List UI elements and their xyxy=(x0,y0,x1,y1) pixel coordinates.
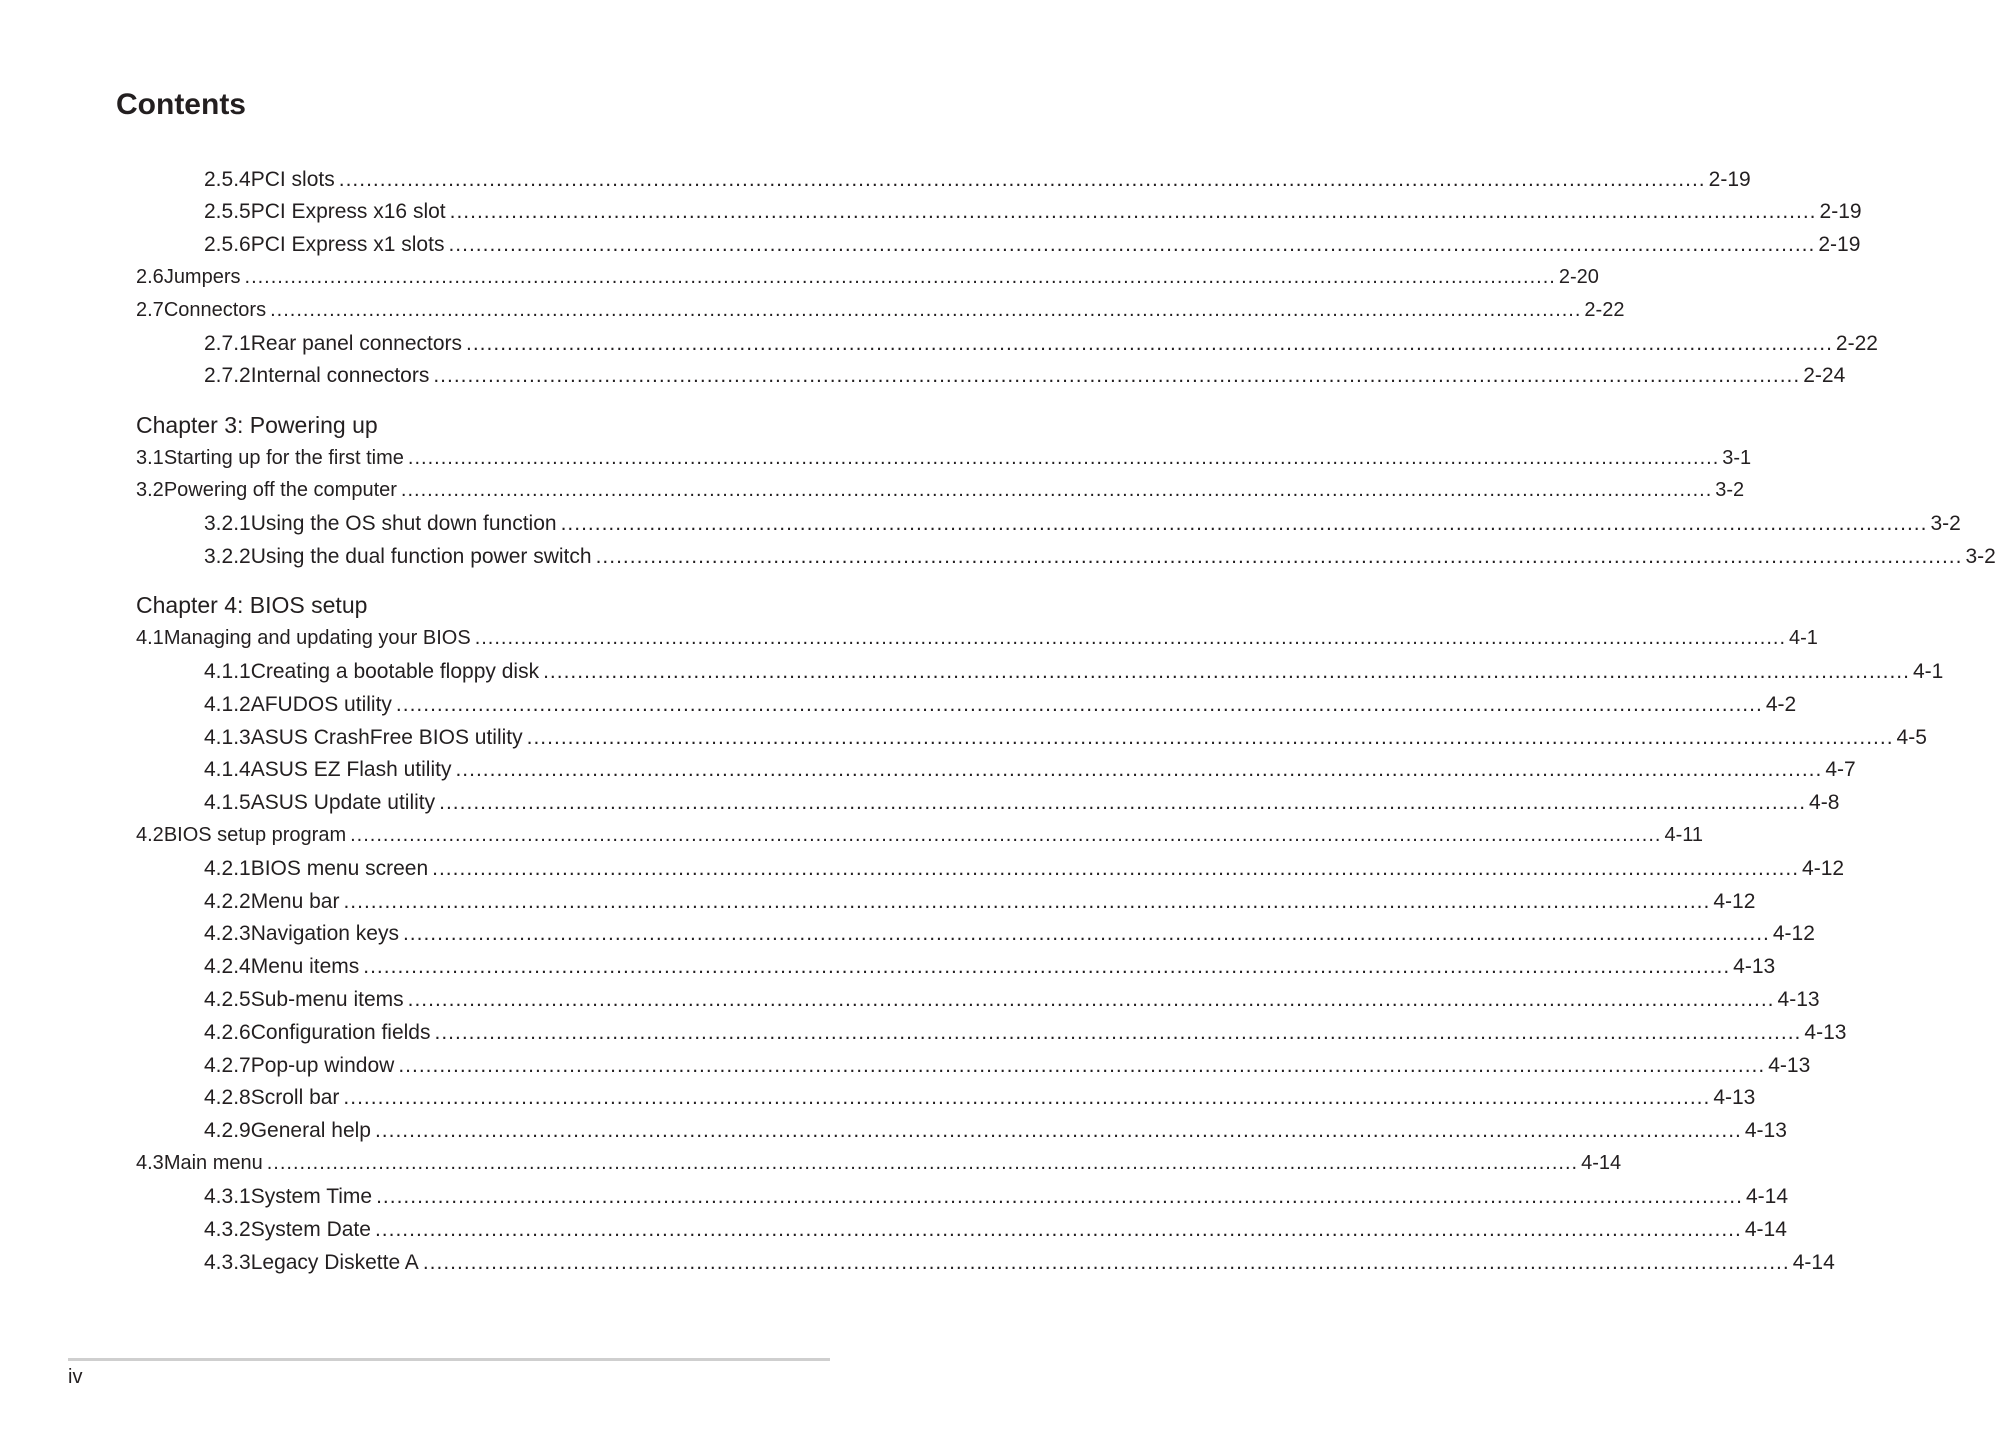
toc-entry[interactable] xyxy=(204,1119,1787,1145)
toc-entry[interactable] xyxy=(136,299,1625,325)
toc-entry[interactable] xyxy=(204,168,1751,194)
toc-entry[interactable] xyxy=(204,512,1961,538)
toc-entry[interactable] xyxy=(136,1152,1622,1178)
toc-entry-number: 2.6 xyxy=(136,266,164,288)
toc-entry-label: System Time xyxy=(250,1185,373,1208)
toc-entry-label: Navigation keys xyxy=(250,922,399,945)
toc-entry-number: 3.2 xyxy=(136,479,164,501)
toc-entry-label: Scroll bar xyxy=(250,1086,340,1109)
toc-entry-page: 4-14 xyxy=(1744,1218,1787,1241)
toc-entry-number: 3.2.2 xyxy=(204,545,251,568)
toc-entry-label: Rear panel connectors xyxy=(250,332,463,355)
toc-entry-number: 2.5.5 xyxy=(204,200,251,223)
toc-entry-label: Sub-menu items xyxy=(250,988,404,1011)
toc-entry[interactable] xyxy=(204,1218,1787,1244)
toc-entry-number: 4.1.2 xyxy=(204,693,251,716)
toc-entry-number: 4.3.3 xyxy=(204,1251,251,1274)
toc-entry[interactable] xyxy=(204,857,1845,883)
toc-entry[interactable] xyxy=(204,545,1996,571)
toc-entry-page: 4-8 xyxy=(1809,791,1840,814)
toc-entry-label: ASUS CrashFree BIOS utility xyxy=(250,726,523,749)
toc-entry-number: 4.3 xyxy=(136,1152,164,1174)
dot-leader: ........................................................................................................................................................................................................ xyxy=(376,1185,1743,1208)
toc-entry-page: 4-13 xyxy=(1768,1054,1811,1077)
toc-entry-label: AFUDOS utility xyxy=(250,693,392,716)
toc-entry[interactable] xyxy=(136,447,1752,473)
dot-leader: ........................................................................................................................................................................................................ xyxy=(266,1152,1579,1174)
toc-entry-label: Managing and updating your BIOS xyxy=(163,627,471,649)
toc-entry[interactable] xyxy=(204,364,1846,390)
dot-leader: ........................................................................................................................................................................................................ xyxy=(374,1119,1742,1142)
toc-entry-label: Legacy Diskette A xyxy=(250,1251,419,1274)
dot-leader: ........................................................................................................................................................................................................ xyxy=(560,512,1928,535)
toc-entry-number: 2.7.1 xyxy=(204,332,251,355)
footer-rule xyxy=(68,1358,830,1361)
toc-entry-page: 4-12 xyxy=(1772,922,1815,945)
toc-entry-number: 2.7.2 xyxy=(204,364,251,387)
toc-entry-label: Creating a bootable floppy disk xyxy=(250,660,540,683)
toc-entry-label: Using the dual function power switch xyxy=(250,545,592,568)
toc-entry-number: 4.3.1 xyxy=(204,1185,251,1208)
toc-entry[interactable] xyxy=(204,233,1861,259)
toc-entry-label: Main menu xyxy=(163,1152,263,1174)
toc-entry[interactable] xyxy=(136,266,1599,292)
toc-entry-page: 4-13 xyxy=(1733,955,1776,978)
toc-entry[interactable] xyxy=(204,791,1840,817)
dot-leader: ........................................................................................................................................................................................................ xyxy=(466,332,1833,355)
dot-leader: ........................................................................................................................................................................................................ xyxy=(402,922,1770,945)
toc-entry-label: Menu items xyxy=(250,955,360,978)
toc-entry-page: 3-1 xyxy=(1722,447,1752,469)
toc-entry[interactable] xyxy=(204,726,1927,752)
toc-entry-label: Starting up for the first time xyxy=(163,447,404,469)
toc-entry-page: 4-14 xyxy=(1581,1152,1622,1174)
toc-entry-page: 4-11 xyxy=(1664,824,1703,846)
toc-entry-page: 2-20 xyxy=(1558,266,1599,288)
dot-leader: ........................................................................................................................................................................................................ xyxy=(407,447,1720,469)
toc-entry-page: 4-1 xyxy=(1789,627,1818,649)
dot-leader: ........................................................................................................................................................................................................ xyxy=(350,824,1662,846)
toc-entry-number: 4.2.1 xyxy=(204,857,251,880)
toc-entry-number: 4.2.9 xyxy=(204,1119,251,1142)
toc-entry-page: 2-19 xyxy=(1819,200,1862,223)
dot-leader: ........................................................................................................................................................................................................ xyxy=(433,364,1801,387)
dot-leader: ........................................................................................................................................................................................................ xyxy=(400,479,1713,501)
toc-entry-number: 4.2.3 xyxy=(204,922,251,945)
toc-entry-page: 4-7 xyxy=(1825,758,1856,781)
toc-entry-number: 4.1 xyxy=(136,627,164,649)
toc-entry[interactable] xyxy=(204,1185,1789,1211)
toc-entry-label: Pop-up window xyxy=(250,1054,395,1077)
toc-entry[interactable] xyxy=(204,922,1815,948)
toc-entry[interactable] xyxy=(136,479,1745,505)
dot-leader: ........................................................................................................................................................................................................ xyxy=(474,627,1787,649)
toc-entry[interactable] xyxy=(136,824,1703,850)
toc-entry-number: 4.2.8 xyxy=(204,1086,251,1109)
dot-leader: ........................................................................................................................................................................................................ xyxy=(448,233,1816,256)
toc-entry[interactable] xyxy=(204,1054,1811,1080)
dot-leader: ........................................................................................................................................................................................................ xyxy=(432,857,1800,880)
toc-entry-page: 3-2 xyxy=(1715,479,1745,501)
toc-entry-page: 4-1 xyxy=(1912,660,1944,683)
toc-entry[interactable] xyxy=(136,627,1818,653)
dot-leader: ........................................................................................................................................................................................................ xyxy=(439,791,1807,814)
dot-leader: ........................................................................................................................................................................................................ xyxy=(395,693,1763,716)
toc-entry-page: 4-13 xyxy=(1744,1119,1787,1142)
toc-entry-number: 4.1.4 xyxy=(204,758,251,781)
toc-entry-label: Jumpers xyxy=(163,266,241,288)
toc-entry-page: 2-24 xyxy=(1803,364,1846,387)
toc-entry-number: 2.7 xyxy=(136,299,164,321)
dot-leader: ........................................................................................................................................................................................................ xyxy=(543,660,1910,683)
toc-entry-label: BIOS menu screen xyxy=(250,857,429,880)
toc-entry-number: 4.2.5 xyxy=(204,988,251,1011)
dot-leader: ........................................................................................................................................................................................................ xyxy=(434,1021,1802,1044)
toc-entry-page: 2-19 xyxy=(1708,168,1751,191)
toc-entry-page: 2-22 xyxy=(1835,332,1878,355)
toc-entry[interactable] xyxy=(204,890,1756,916)
toc-entry-label: General help xyxy=(250,1119,371,1142)
toc-entry[interactable] xyxy=(204,660,1944,686)
toc-entry-page: 4-13 xyxy=(1777,988,1820,1011)
dot-leader: ........................................................................................................................................................................................................ xyxy=(422,1251,1790,1274)
toc-entry-label: Internal connectors xyxy=(250,364,430,387)
toc-entry-label: BIOS setup program xyxy=(163,824,347,846)
toc-entry[interactable] xyxy=(204,1086,1756,1112)
toc-entry-number: 4.2.4 xyxy=(204,955,251,978)
dot-leader: ........................................................................................................................................................................................................ xyxy=(244,266,1556,288)
toc-entry-page: 4-14 xyxy=(1792,1251,1835,1274)
toc-entry-number: 4.1.3 xyxy=(204,726,251,749)
dot-leader: ........................................................................................................................................................................................................ xyxy=(398,1054,1766,1077)
toc-entry-label: Powering off the computer xyxy=(163,479,397,501)
toc-entry-page: 2-22 xyxy=(1584,299,1625,321)
toc-entry-label: PCI slots xyxy=(250,168,335,191)
toc-entry[interactable] xyxy=(204,758,1856,784)
toc-entry[interactable] xyxy=(204,955,1776,981)
toc-entry-page: 4-12 xyxy=(1713,890,1756,913)
dot-leader: ........................................................................................................................................................................................................ xyxy=(595,545,1963,568)
dot-leader: ........................................................................................................................................................................................................ xyxy=(363,955,1731,978)
toc-entry-label: Connectors xyxy=(163,299,267,321)
toc-entry[interactable] xyxy=(204,1251,1835,1277)
toc-entry[interactable] xyxy=(204,200,1862,226)
toc-entry-page: 4-13 xyxy=(1713,1086,1756,1109)
toc-entry-number: 4.2 xyxy=(136,824,164,846)
toc-entry-page: 4-14 xyxy=(1745,1185,1789,1208)
toc-entry-label: ASUS Update utility xyxy=(250,791,436,814)
toc-entry-page: 2-19 xyxy=(1818,233,1861,256)
toc-entry-label: Configuration fields xyxy=(250,1021,431,1044)
toc-entry[interactable] xyxy=(204,332,1878,358)
toc-entry[interactable] xyxy=(204,988,1820,1014)
toc-entry-number: 2.5.4 xyxy=(204,168,251,191)
toc-entry-page: 4-13 xyxy=(1804,1021,1847,1044)
toc-entry-number: 4.2.6 xyxy=(204,1021,251,1044)
page-number: iv xyxy=(68,1366,83,1388)
chapter-heading: Chapter 3: Powering up xyxy=(136,412,378,438)
toc-entry-page: 3-2 xyxy=(1930,512,1961,535)
toc-entry-number: 3.1 xyxy=(136,447,164,469)
toc-entry-number: 4.3.2 xyxy=(204,1218,251,1241)
toc-entry-number: 4.2.2 xyxy=(204,890,251,913)
toc-entry-label: PCI Express x16 slot xyxy=(250,200,446,223)
toc-entry-page: 3-2 xyxy=(1965,545,1996,568)
toc-entry-label: Menu bar xyxy=(250,890,340,913)
toc-entry-label: System Date xyxy=(250,1218,371,1241)
toc-entry-number: 4.1.5 xyxy=(204,791,251,814)
toc-entry-label: PCI Express x1 slots xyxy=(250,233,445,256)
dot-leader: ........................................................................................................................................................................................................ xyxy=(455,758,1823,781)
toc-entry-number: 4.1.1 xyxy=(204,660,251,683)
toc-entry[interactable] xyxy=(204,693,1797,719)
dot-leader: ........................................................................................................................................................................................................ xyxy=(270,299,1582,321)
toc-entry-number: 3.2.1 xyxy=(204,512,251,535)
dot-leader: ........................................................................................................................................................................................................ xyxy=(449,200,1817,223)
page-title: Contents xyxy=(116,88,246,121)
toc-entry-number: 2.5.6 xyxy=(204,233,251,256)
toc-entry-page: 4-12 xyxy=(1802,857,1845,880)
toc-entry-label: ASUS EZ Flash utility xyxy=(250,758,452,781)
toc-entry-label: Using the OS shut down function xyxy=(250,512,557,535)
dot-leader: ........................................................................................................................................................................................................ xyxy=(343,1086,1711,1109)
dot-leader: ........................................................................................................................................................................................................ xyxy=(374,1218,1742,1241)
chapter-heading: Chapter 4: BIOS setup xyxy=(136,592,368,618)
toc-entry-page: 4-5 xyxy=(1896,726,1927,749)
dot-leader: ........................................................................................................................................................................................................ xyxy=(407,988,1775,1011)
toc-entry[interactable] xyxy=(204,1021,1847,1047)
dot-leader: ........................................................................................................................................................................................................ xyxy=(526,726,1894,749)
dot-leader: ........................................................................................................................................................................................................ xyxy=(343,890,1711,913)
toc-entry-number: 4.2.7 xyxy=(204,1054,251,1077)
toc-entry-page: 4-2 xyxy=(1765,693,1797,716)
dot-leader: ........................................................................................................................................................................................................ xyxy=(338,168,1706,191)
